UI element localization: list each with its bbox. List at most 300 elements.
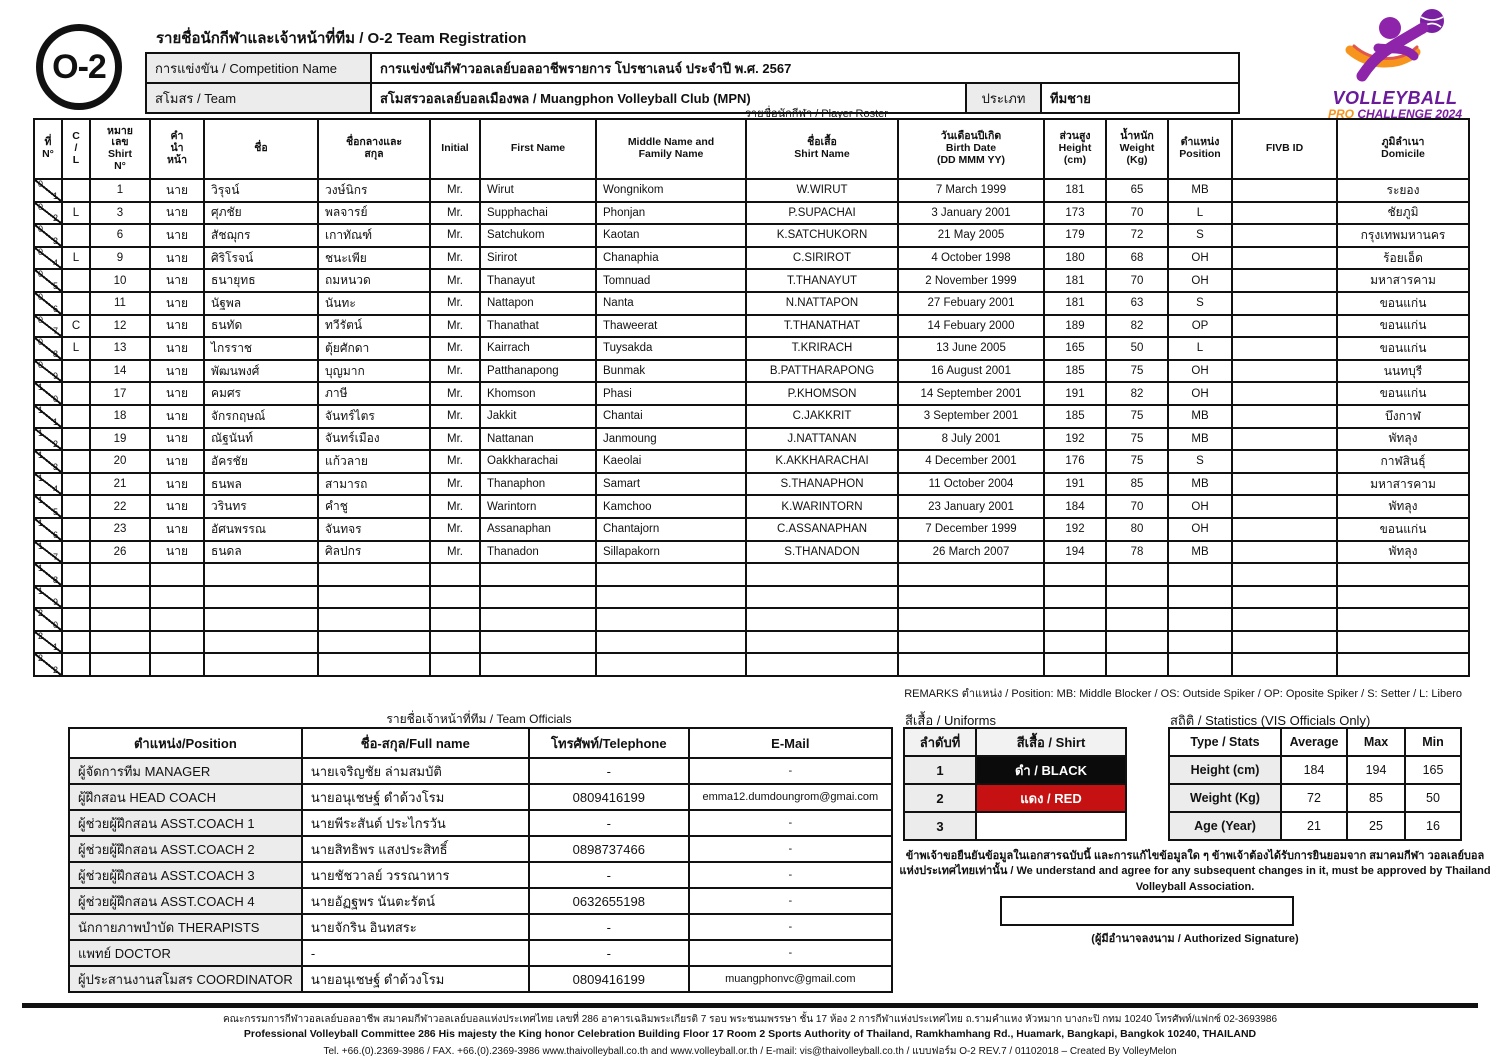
form-code-badge <box>36 24 122 110</box>
cell-position: S <box>1168 224 1232 247</box>
cell-shirt <box>90 586 150 609</box>
official-row <box>69 836 892 862</box>
cell-weight: 70 <box>1106 269 1168 292</box>
official-position: นักกายภาพบำบัด THERAPISTS <box>69 914 302 940</box>
cell-no <box>34 428 62 451</box>
official-phone: 0809416199 <box>529 784 689 810</box>
cell-cl <box>62 179 90 202</box>
cell-weight: 72 <box>1106 224 1168 247</box>
stat-type: Weight (Kg) <box>1169 784 1281 812</box>
cell-cl <box>62 382 90 405</box>
cell-cl <box>62 631 90 654</box>
cell-fivb <box>1232 631 1337 654</box>
cell-prefix: นาย <box>150 450 204 473</box>
cell-first: Nattapon <box>480 292 596 315</box>
row-number-bottom: 3 <box>52 461 58 472</box>
cell-fivb <box>1232 292 1337 315</box>
official-name: นายอนุเชษฐ์ ดำด้วงโรม <box>302 784 529 810</box>
cell-weight: 50 <box>1106 337 1168 360</box>
official-email: muangphonvc@gmail.com <box>689 966 892 992</box>
cell-height: 192 <box>1044 428 1106 451</box>
row-number-top: 1 <box>38 495 44 506</box>
cell-fivb <box>1232 247 1337 270</box>
footer-line3: Tel. +66.(0).2369-3986 / FAX. +66.(0).2369-3986 www.thaivolleyball.co.th and www.volleyball.or.th / E-mail: vis@thaivolleyball.co.th / แบบฟอร์ม O-2 REV.7 / 01102018 – Created By VolleyMelon <box>323 1046 1177 1057</box>
official-email: - <box>689 836 892 862</box>
cell-weight <box>1106 631 1168 654</box>
cell-initial: Mr. <box>430 179 480 202</box>
cell-middle: Sillapakorn <box>596 541 746 564</box>
cell-domicile <box>1337 608 1469 631</box>
player-row <box>34 224 1469 247</box>
cell-height: 181 <box>1044 292 1106 315</box>
cell-domicile <box>1337 653 1469 676</box>
cell-no <box>34 541 62 564</box>
roster-header-weight: น้ำหนัก Weight (Kg) <box>1106 119 1168 179</box>
cell-birth: 7 March 1999 <box>898 179 1044 202</box>
cell-cl <box>62 450 90 473</box>
cell-middle: Kamchoo <box>596 495 746 518</box>
cell-shirt_name: W.WIRUT <box>746 179 898 202</box>
row-number-bottom: 4 <box>52 484 58 495</box>
official-phone: - <box>529 810 689 836</box>
cell-weight: 63 <box>1106 292 1168 315</box>
official-row <box>69 914 892 940</box>
cell-first: Thanadon <box>480 541 596 564</box>
cell-birth: 26 March 2007 <box>898 541 1044 564</box>
cell-shirt: 20 <box>90 450 150 473</box>
officials-header-2: โทรศัพท์/Telephone <box>529 728 689 758</box>
cell-first: Patthanapong <box>480 360 596 383</box>
cell-shirt: 12 <box>90 315 150 338</box>
cell-shirt: 10 <box>90 269 150 292</box>
player-row <box>34 382 1469 405</box>
player-row <box>34 269 1469 292</box>
cell-domicile <box>1337 563 1469 586</box>
cell-middle: Samart <box>596 473 746 496</box>
cell-birth: 3 January 2001 <box>898 202 1044 225</box>
cell-birth <box>898 631 1044 654</box>
official-email: - <box>689 862 892 888</box>
cell-height: 181 <box>1044 179 1106 202</box>
cell-first: Thanaphon <box>480 473 596 496</box>
cell-domicile: พัทลุง <box>1337 495 1469 518</box>
cell-thai_first: ศิริโรจน์ <box>204 247 318 270</box>
cell-birth <box>898 586 1044 609</box>
cell-height: 179 <box>1044 224 1106 247</box>
statistics-header-3: Min <box>1405 728 1461 756</box>
cell-thai_first <box>204 631 318 654</box>
roster-header-birth: วันเดือนปีเกิด Birth Date (DD MMM YY) <box>898 119 1044 179</box>
row-number-top: 1 <box>38 427 44 438</box>
row-number-bottom: 0 <box>52 619 58 630</box>
statistics-table <box>1168 727 1462 841</box>
cell-thai_last: จันทจร <box>318 518 430 541</box>
cell-position <box>1168 608 1232 631</box>
cell-thai_first: จักรกฤษณ์ <box>204 405 318 428</box>
cell-fivb <box>1232 608 1337 631</box>
stat-average: 72 <box>1281 784 1347 812</box>
cell-position <box>1168 586 1232 609</box>
cell-thai_last: พลจารย์ <box>318 202 430 225</box>
cell-prefix: นาย <box>150 405 204 428</box>
official-phone: 0898737466 <box>529 836 689 862</box>
cell-no <box>34 518 62 541</box>
cell-height: 191 <box>1044 382 1106 405</box>
cell-cl <box>62 405 90 428</box>
cell-height: 184 <box>1044 495 1106 518</box>
cell-prefix: นาย <box>150 247 204 270</box>
cell-weight: 68 <box>1106 247 1168 270</box>
cell-weight: 75 <box>1106 360 1168 383</box>
officials-header-1: ชื่อ-สกุล/Full name <box>302 728 529 758</box>
roster-header-thai_first: ชื่อ <box>204 119 318 179</box>
uniforms-caption: สีเสื้อ / Uniforms <box>905 713 996 728</box>
uniform-order: 2 <box>904 784 976 812</box>
cell-position: OH <box>1168 247 1232 270</box>
cell-weight <box>1106 608 1168 631</box>
cell-first: Supphachai <box>480 202 596 225</box>
roster-header-position: ตำแหน่ง Position <box>1168 119 1232 179</box>
row-number-top: 0 <box>38 269 44 280</box>
stat-max: 85 <box>1347 784 1405 812</box>
official-phone: - <box>529 758 689 784</box>
cell-no <box>34 405 62 428</box>
cell-initial: Mr. <box>430 428 480 451</box>
player-row <box>34 518 1469 541</box>
cell-shirt_name: P.KHOMSON <box>746 382 898 405</box>
uniforms-table <box>903 727 1127 841</box>
row-number-bottom: 8 <box>52 574 58 585</box>
cell-domicile: ขอนแก่น <box>1337 518 1469 541</box>
cell-weight: 85 <box>1106 473 1168 496</box>
cell-birth: 7 December 1999 <box>898 518 1044 541</box>
row-number-top: 0 <box>38 337 44 348</box>
cell-position: S <box>1168 292 1232 315</box>
cell-thai_first: ธนทัด <box>204 315 318 338</box>
official-row <box>69 940 892 966</box>
roster-header-prefix: คำ นำ หน้า <box>150 119 204 179</box>
official-position: ผู้จัดการทีม MANAGER <box>69 758 302 784</box>
row-number-top: 0 <box>38 246 44 257</box>
cell-thai_first: อัครชัย <box>204 450 318 473</box>
cell-thai_first: ธนดล <box>204 541 318 564</box>
cell-thai_first <box>204 563 318 586</box>
official-position: แพทย์ DOCTOR <box>69 940 302 966</box>
row-number-bottom: 1 <box>52 416 58 427</box>
cell-middle <box>596 608 746 631</box>
cell-initial: Mr. <box>430 495 480 518</box>
cell-fivb <box>1232 653 1337 676</box>
cell-height: 176 <box>1044 450 1106 473</box>
official-name: นายจักริน อินทสระ <box>302 914 529 940</box>
cell-height: 194 <box>1044 541 1106 564</box>
cell-no <box>34 586 62 609</box>
cell-middle: Tomnuad <box>596 269 746 292</box>
cell-first <box>480 653 596 676</box>
cell-domicile: นนทบุรี <box>1337 360 1469 383</box>
cell-fivb <box>1232 563 1337 586</box>
cell-fivb <box>1232 405 1337 428</box>
player-row <box>34 337 1469 360</box>
roster-head <box>34 119 1469 179</box>
cell-thai_last: แก้วลาย <box>318 450 430 473</box>
cell-position: MB <box>1168 179 1232 202</box>
cell-prefix: นาย <box>150 541 204 564</box>
cell-domicile: มหาสารคาม <box>1337 269 1469 292</box>
cell-shirt_name: C.SIRIROT <box>746 247 898 270</box>
player-row <box>34 473 1469 496</box>
cell-initial <box>430 631 480 654</box>
cell-fivb <box>1232 518 1337 541</box>
signature-box[interactable] <box>1000 896 1294 926</box>
cell-shirt: 11 <box>90 292 150 315</box>
category-label: ประเภท <box>966 83 1041 113</box>
row-number-top: 1 <box>38 563 44 574</box>
cell-prefix: นาย <box>150 269 204 292</box>
uniform-row <box>904 784 1126 812</box>
cell-prefix: นาย <box>150 428 204 451</box>
cell-position: OH <box>1168 360 1232 383</box>
row-number-top: 2 <box>38 630 44 641</box>
cell-thai_last: นันทะ <box>318 292 430 315</box>
cell-fivb <box>1232 382 1337 405</box>
cell-weight: 82 <box>1106 315 1168 338</box>
statistics-header-0: Type / Stats <box>1169 728 1281 756</box>
cell-middle: Chanaphia <box>596 247 746 270</box>
cell-initial: Mr. <box>430 247 480 270</box>
cell-thai_last: เกาทัณฑ์ <box>318 224 430 247</box>
player-row <box>34 360 1469 383</box>
cell-initial <box>430 653 480 676</box>
cell-shirt_name: T.THANATHAT <box>746 315 898 338</box>
official-name: นายอัฏฐพร นันตะรัตน์ <box>302 888 529 914</box>
stat-max: 194 <box>1347 756 1405 784</box>
cell-cl: L <box>62 247 90 270</box>
cell-cl <box>62 428 90 451</box>
statistics-header-1: Average <box>1281 728 1347 756</box>
cell-prefix <box>150 586 204 609</box>
cell-fivb <box>1232 428 1337 451</box>
team-row <box>146 83 1239 113</box>
official-email: - <box>689 914 892 940</box>
statistic-row <box>1169 756 1461 784</box>
cell-initial: Mr. <box>430 518 480 541</box>
cell-prefix: นาย <box>150 382 204 405</box>
officials-header-row <box>69 728 892 758</box>
cell-position: OH <box>1168 269 1232 292</box>
player-roster-table <box>33 118 1470 677</box>
official-name: - <box>302 940 529 966</box>
cell-shirt_name: P.SUPACHAI <box>746 202 898 225</box>
stat-max: 25 <box>1347 812 1405 840</box>
official-row <box>69 862 892 888</box>
cell-middle: Nanta <box>596 292 746 315</box>
cell-first <box>480 631 596 654</box>
declaration-text: ข้าพเจ้าขอยืนยันข้อมูลในเอกสารฉบับนี้ และการแก้ไขข้อมูลใด ๆ ข้าพเจ้าต้องได้รับการยินยอมจาก สมาคมกีฬา วอลเลย์บอลแห่งประเทศไทยเท่านั้น / We understand and agree for any subsequent changes in it, must be approved by Thailand Volleyball Association. <box>899 850 1491 893</box>
cell-fivb <box>1232 269 1337 292</box>
cell-domicile <box>1337 631 1469 654</box>
cell-no <box>34 224 62 247</box>
official-email: - <box>689 888 892 914</box>
statistic-row <box>1169 784 1461 812</box>
cell-birth: 3 September 2001 <box>898 405 1044 428</box>
row-number-top: 0 <box>38 291 44 302</box>
cell-domicile: ขอนแก่น <box>1337 382 1469 405</box>
cell-height: 189 <box>1044 315 1106 338</box>
cell-birth <box>898 608 1044 631</box>
cell-prefix <box>150 608 204 631</box>
cell-first: Satchukom <box>480 224 596 247</box>
cell-thai_last: จันทร์ไตร <box>318 405 430 428</box>
cell-shirt: 21 <box>90 473 150 496</box>
official-name: นายอนุเชษฐ์ ดำด้วงโรม <box>302 966 529 992</box>
cell-domicile: ร้อยเอ็ด <box>1337 247 1469 270</box>
roster-header-middle: Middle Name and Family Name <box>596 119 746 179</box>
empty-player-row <box>34 586 1469 609</box>
cell-cl: L <box>62 202 90 225</box>
statistics-caption: สถิติ / Statistics (VIS Officials Only) <box>1170 713 1371 728</box>
cell-shirt_name: S.THANAPHON <box>746 473 898 496</box>
cell-weight <box>1106 653 1168 676</box>
cell-cl <box>62 224 90 247</box>
row-number-top: 1 <box>38 450 44 461</box>
cell-initial: Mr. <box>430 473 480 496</box>
uniforms-header-1: สีเสื้อ / Shirt <box>976 728 1126 756</box>
cell-weight: 70 <box>1106 495 1168 518</box>
cell-first: Khomson <box>480 382 596 405</box>
cell-shirt: 23 <box>90 518 150 541</box>
row-number-bottom: 7 <box>52 552 58 563</box>
row-number-bottom: 6 <box>52 529 58 540</box>
officials-body <box>69 758 892 992</box>
cell-initial: Mr. <box>430 269 480 292</box>
competition-name-value: การแข่งขันกีฬาวอลเลย์บอลอาชีพรายการ โปรชาเลนจ์ ประจำปี พ.ศ. 2567 <box>371 53 1239 83</box>
cell-shirt <box>90 608 150 631</box>
empty-player-row <box>34 653 1469 676</box>
cell-thai_first <box>204 586 318 609</box>
cell-height <box>1044 586 1106 609</box>
cell-position: MB <box>1168 473 1232 496</box>
cell-height: 185 <box>1044 360 1106 383</box>
cell-height: 165 <box>1044 337 1106 360</box>
row-number-top: 0 <box>38 201 44 212</box>
row-number-bottom: 5 <box>52 280 58 291</box>
cell-shirt: 17 <box>90 382 150 405</box>
cell-weight: 70 <box>1106 202 1168 225</box>
cell-no <box>34 473 62 496</box>
cell-thai_last: ถมหนวด <box>318 269 430 292</box>
logo-subtitle-rest: CHALLENGE 2024 <box>1353 107 1463 121</box>
uniform-shirt-color: แดง / RED <box>976 784 1126 812</box>
cell-middle <box>596 653 746 676</box>
cell-position: L <box>1168 202 1232 225</box>
stat-min: 50 <box>1405 784 1461 812</box>
officials-caption: รายชื่อเจ้าหน้าที่ทีม / Team Officials <box>386 712 572 726</box>
official-phone: 0809416199 <box>529 966 689 992</box>
row-number-bottom: 4 <box>52 258 58 269</box>
cell-fivb <box>1232 495 1337 518</box>
volleyball-player-icon <box>1320 6 1470 84</box>
cell-thai_last <box>318 631 430 654</box>
roster-header-fivb: FIVB ID <box>1232 119 1337 179</box>
row-number-bottom: 7 <box>52 326 58 337</box>
cell-middle: Chantai <box>596 405 746 428</box>
page-title: รายชื่อนักกีฬาและเจ้าหน้าที่ทีม / O-2 Team Registration <box>156 30 527 47</box>
cell-shirt <box>90 631 150 654</box>
category-value: ทีมชาย <box>1041 83 1239 113</box>
cell-fivb <box>1232 450 1337 473</box>
cell-shirt_name <box>746 586 898 609</box>
cell-first: Kairrach <box>480 337 596 360</box>
cell-birth: 4 December 2001 <box>898 450 1044 473</box>
uniforms-body <box>904 756 1126 840</box>
row-number-top: 2 <box>38 608 44 619</box>
cell-initial: Mr. <box>430 541 480 564</box>
cell-initial: Mr. <box>430 360 480 383</box>
cell-fivb <box>1232 360 1337 383</box>
cell-height <box>1044 653 1106 676</box>
cell-middle: Phonjan <box>596 202 746 225</box>
cell-thai_last <box>318 586 430 609</box>
cell-shirt_name <box>746 563 898 586</box>
footer-divider <box>22 1003 1478 1008</box>
cell-birth: 16 August 2001 <box>898 360 1044 383</box>
cell-position <box>1168 653 1232 676</box>
cell-height <box>1044 563 1106 586</box>
cell-shirt_name: J.NATTANAN <box>746 428 898 451</box>
cell-thai_first <box>204 653 318 676</box>
cell-shirt: 1 <box>90 179 150 202</box>
official-position: ผู้ช่วยผู้ฝึกสอน ASST.COACH 3 <box>69 862 302 888</box>
row-number-top: 0 <box>38 314 44 325</box>
row-number-top: 0 <box>38 359 44 370</box>
roster-body <box>34 179 1469 676</box>
row-number-bottom: 0 <box>52 393 58 404</box>
row-number-top: 1 <box>38 404 44 415</box>
cell-cl <box>62 473 90 496</box>
cell-weight <box>1106 563 1168 586</box>
official-name: นายชัชวาลย์ วรรณาหาร <box>302 862 529 888</box>
cell-shirt: 18 <box>90 405 150 428</box>
cell-no <box>34 202 62 225</box>
cell-thai_first: นัฐพล <box>204 292 318 315</box>
cell-first: Warintorn <box>480 495 596 518</box>
cell-position: OH <box>1168 382 1232 405</box>
cell-position: S <box>1168 450 1232 473</box>
row-number-top: 1 <box>38 472 44 483</box>
stat-type: Age (Year) <box>1169 812 1281 840</box>
cell-weight: 65 <box>1106 179 1168 202</box>
cell-prefix: นาย <box>150 337 204 360</box>
cell-birth: 11 October 2004 <box>898 473 1044 496</box>
cell-thai_first: ศุภชัย <box>204 202 318 225</box>
row-number-bottom: 2 <box>52 439 58 450</box>
row-number-top: 1 <box>38 540 44 551</box>
cell-cl <box>62 653 90 676</box>
cell-height: 180 <box>1044 247 1106 270</box>
cell-domicile: ขอนแก่น <box>1337 337 1469 360</box>
cell-weight: 75 <box>1106 450 1168 473</box>
row-number-bottom: 2 <box>52 213 58 224</box>
cell-initial: Mr. <box>430 202 480 225</box>
player-row <box>34 495 1469 518</box>
cell-position: MB <box>1168 428 1232 451</box>
cell-birth <box>898 563 1044 586</box>
cell-position: OH <box>1168 518 1232 541</box>
statistics-header-2: Max <box>1347 728 1405 756</box>
cell-thai_first: วรินทร <box>204 495 318 518</box>
row-number-bottom: 8 <box>52 348 58 359</box>
